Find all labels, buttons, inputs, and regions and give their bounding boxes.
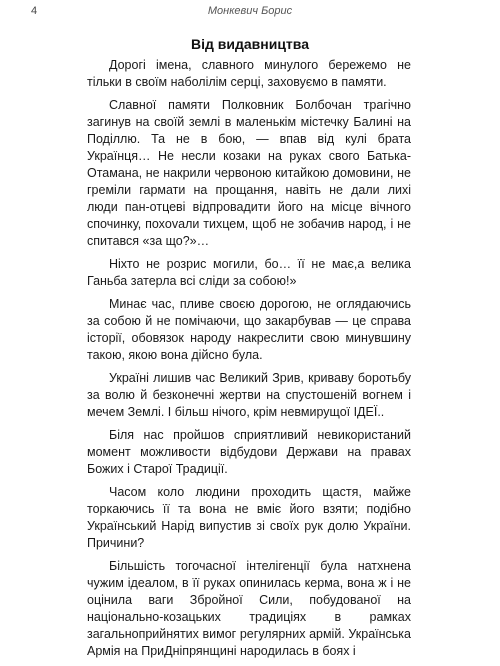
paragraph: Україні лишив час Великий Зрив, криваву боротьбу за волю й безконечні жертви на спустошеній вогнем і мечем Землі. І більш нічого, крім невмирущої ІДЕЇ..	[87, 371, 411, 419]
paragraph: Славної памяти Полковник Болбочан трагічно загинув на своїй землі в маленькім містечку Балині на Поділлю. Та не в бою, — впав від кулі брата Українця… Не несли козаки на руках свого Батька-Отамана, не накрили червоною китайкою домовини, не греміли гармати на прощання, навіть не дали лихі люди пан-отцеві відпровадити його на місце вічного спочинку, похovали тихцем, щоб не зобачив народ, і не спитався «за що?»…	[87, 98, 411, 248]
paragraph: Більшість тогочасної інтелігенції була натхнена чужим ідеалом, в її руках опинилась керма, вона ж і не оцінила ваги Збройної Сили, побудованої на національно-козацьких традиціях в рамках загальноприйнятих вимог регулярних армій. Українська Армія на ПриДніпрянщині народилась в боях і	[87, 559, 411, 658]
paragraph: Дорогі імена, славного минулого бережемо не тільки в своїм наболілім серці, заховуємо в памяти.	[87, 58, 411, 89]
paragraph: Біля нас пройшов сприятливий невикористаний момент можливости відбудови Держави на правах Божих і Старої Традиції.	[87, 428, 411, 476]
section-title: Від видавництва	[190, 36, 309, 52]
paragraph: Минає час, пливе своєю дорогою, не оглядаючись за собою й не помічаючи, що закарбував — це справа історії, обовязок народу накреслити свою минувшину такою, якою вона дійсно була.	[87, 297, 411, 362]
page-number: 4	[31, 5, 38, 17]
paragraph: Ніхто не розрис могили, бо… її не має,а велика Ганьба затерла всі сліди за собою!»	[87, 257, 411, 288]
page-header	[0, 5, 500, 23]
running-head-author: Монкевич Борис	[207, 5, 293, 17]
paragraph: Часом коло людини проходить щастя, майже торкаючись її та вона не вміє його взяти; подібно Український Нарід випустив зі своїх рук долю України. Причини?	[87, 485, 411, 550]
body-text	[87, 57, 411, 666]
